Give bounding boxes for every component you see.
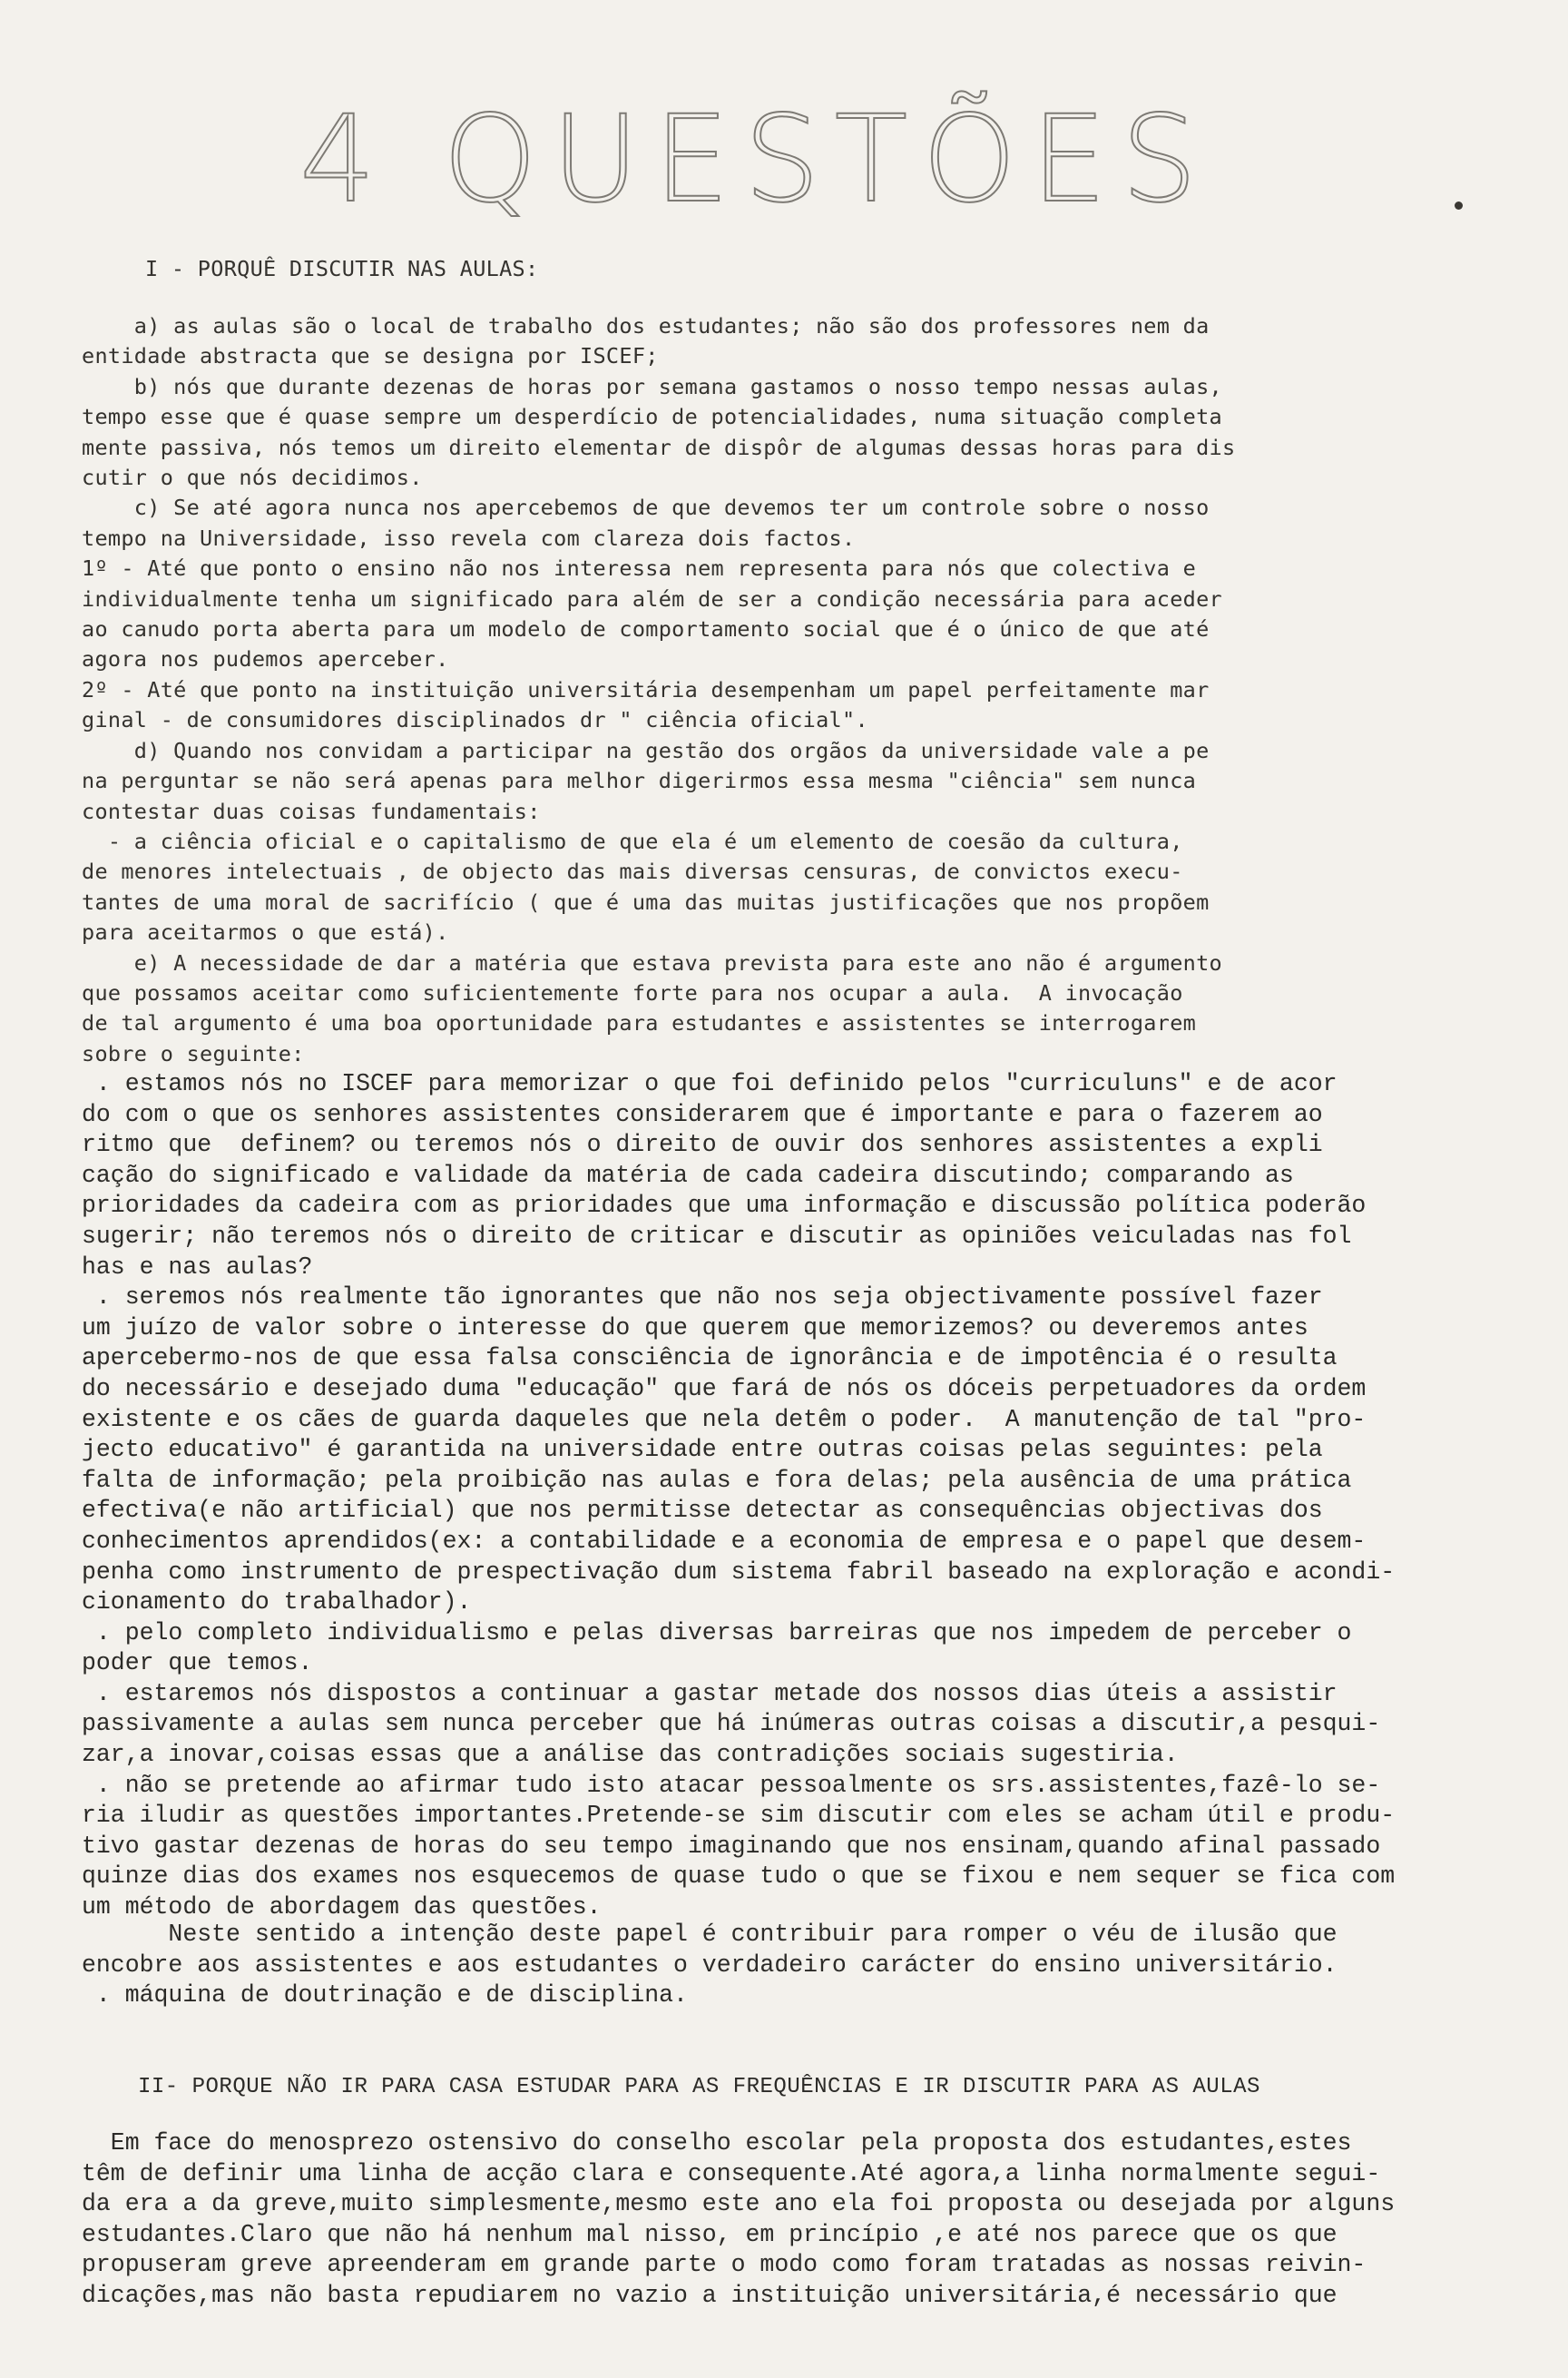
text-line: propuseram greve apreenderam em grande parte o modo como foram tratadas as nossas reivin-	[82, 2251, 1367, 2279]
text-line: c) Se até agora nunca nos apercebemos de que devemos ter um controle sobre o nosso	[82, 495, 1210, 521]
text-line: penha como instrumento de prespectivação dum sistema fabril baseado na exploração e acondi-	[82, 1557, 1396, 1586]
text-line: efectiva(e não artificial) que nos permitisse detectar as consequências objectivas dos	[82, 1497, 1323, 1525]
section-1-body	[82, 311, 1425, 1069]
text-line: um método de abordagem das questões.	[82, 1893, 602, 1921]
text-line: . estamos nós no ISCEF para memorizar o que foi definido pelos "curriculuns" e de acor	[82, 1070, 1338, 1097]
text-line: conhecimentos aprendidos(ex: a contabilidade e a economia de empresa e o papel que desem-	[82, 1527, 1367, 1555]
text-line: prioridades da cadeira com as prioridades que uma informação e discussão política poderão	[82, 1192, 1367, 1220]
text-line: entidade abstracta que se designa por ISCEF;	[82, 343, 659, 369]
text-line: do com o que os senhores assistentes considerarem que é importante e para o fazerem ao	[82, 1100, 1323, 1128]
text-line: tempo esse que é quase sempre um desperdício de potencialidades, numa situação completa	[82, 404, 1222, 430]
text-line: quinze dias dos exames nos esquecemos de quase tudo o que se fixou e nem sequer se fica com	[82, 1862, 1396, 1891]
section-1-heading	[82, 254, 1425, 284]
text-line: tivo gastar dezenas de horas do seu tempo imaginando que nos ensinam,quando afinal passado	[82, 1832, 1381, 1860]
text-line: que possamos aceitar como suficientemente forte para nos ocupar a aula. A invocação	[82, 979, 1183, 1006]
text-line: e) A necessidade de dar a matéria que estava prevista para este ano não é argumento	[82, 949, 1222, 976]
text-line: ritmo que definem? ou teremos nós o direito de ouvir dos senhores assistentes a expli	[82, 1131, 1323, 1159]
text-line: tempo na Universidade, isso revela com clareza dois factos.	[82, 525, 856, 551]
text-line: - a ciência oficial e o capitalismo de que ela é um elemento de coesão da cultura,	[82, 828, 1183, 854]
text-line: do necessário e desejado duma "educação" que fará de nós os dóceis perpetuadores da ordem	[82, 1374, 1367, 1402]
section-2-body	[82, 2128, 1425, 2312]
text-line: zar,a inovar,coisas essas que a análise das contradições sociais sugestiria.	[82, 1741, 1179, 1769]
text-line: cação do significado e validade da matéria de cada cadeira discutindo; comparando as	[82, 1161, 1294, 1189]
text-line: a) as aulas são o local de trabalho dos estudantes; não são dos professores nem da	[82, 313, 1210, 339]
text-line: . não se pretende ao afirmar tudo isto atacar pessoalmente os srs.assistentes,fazê-lo se-	[82, 1771, 1381, 1799]
text-line: poder que temos.	[82, 1649, 313, 1677]
text-line: existente e os cães de guarda daqueles que nela detêm o poder. A manutenção de tal "pro-	[82, 1405, 1367, 1433]
text-line: has e nas aulas?	[82, 1253, 313, 1281]
text-line: de tal argumento é uma boa oportunidade para estudantes e assistentes se interrogarem	[82, 1010, 1197, 1037]
text-line: ria iludir as questões importantes.Pretende-se sim discutir com eles se acham útil e produ-	[82, 1802, 1396, 1830]
text-line: . estaremos nós dispostos a continuar a gastar metade dos nossos dias úteis a assistir	[82, 1679, 1338, 1707]
section-1-typed-body	[82, 1069, 1425, 1923]
text-line: na perguntar se não será apenas para melhor digerirmos essa mesma "ciência" sem nunca	[82, 768, 1197, 794]
text-line: mente passiva, nós temos um direito elementar de dispôr de algumas dessas horas para dis	[82, 434, 1236, 460]
text-line: d) Quando nos convidam a participar na gestão dos orgãos da universidade vale a pe	[82, 737, 1210, 763]
text-line: encobre aos assistentes e aos estudantes o verdadeiro carácter do ensino universitário.	[82, 1951, 1338, 1979]
heading-text: I - PORQUÊ DISCUTIR NAS AULAS:	[145, 256, 539, 281]
text-line: dicações,mas não basta repudiarem no vazio a instituição universitária,é necessário que	[82, 2281, 1338, 2309]
text-line: da era a da greve,muito simplesmente,mesmo este ano ela foi proposta ou desejada por alguns	[82, 2190, 1396, 2218]
text-line: têm de definir uma linha de acção clara e consequente.Até agora,a linha normalmente segui-	[82, 2159, 1381, 2187]
text-line: cionamento do trabalhador).	[82, 1588, 472, 1616]
section-2-heading	[82, 2075, 1425, 2099]
text-line: Neste sentido a intenção deste papel é contribuir para romper o véu de ilusão que	[82, 1921, 1338, 1948]
text-line: individualmente tenha um significado para além de ser a condição necessária para aceder	[82, 585, 1222, 612]
text-line: estudantes.Claro que não há nenhum mal nisso, em princípio ,e até nos parece que os que	[82, 2220, 1338, 2248]
text-line: para aceitarmos o que está).	[82, 919, 449, 946]
text-line: de menores intelectuais , de objecto das mais diversas censuras, de convictos execu-	[82, 859, 1183, 885]
text-line: passivamente a aulas sem nunca perceber que há inúmeras outras coisas a discutir,a pesqui-	[82, 1710, 1381, 1738]
text-line: cutir o que nós decidimos.	[82, 465, 423, 491]
text-line: jecto educativo" é garantida na universidade entre outras coisas pelas seguintes: pela	[82, 1436, 1323, 1464]
section-1-closing	[82, 1920, 1425, 2011]
text-line: um juízo de valor sobre o interesse do que querem que memorizemos? ou deveremos antes	[82, 1313, 1308, 1341]
text-line: ao canudo porta aberta para um modelo de comportamento social que é o único de que até	[82, 616, 1210, 643]
ink-dot	[1455, 201, 1463, 210]
text-line: b) nós que durante dezenas de horas por semana gastamos o nosso tempo nessas aulas,	[82, 373, 1222, 399]
text-line: sobre o seguinte:	[82, 1040, 305, 1066]
text-line: Em face do menosprezo ostensivo do conselho escolar pela proposta dos estudantes,estes	[82, 2129, 1352, 2157]
page-title: 4 QUESTÕES	[299, 90, 1212, 230]
text-line: . máquina de doutrinação e de disciplina.	[82, 1981, 688, 2010]
text-line: contestar duas coisas fundamentais:	[82, 798, 541, 824]
heading-text: II- PORQUE NÃO IR PARA CASA ESTUDAR PARA AS FREQUÊNCIAS E IR DISCUTIR PARA AS AULAS	[138, 2075, 1260, 2099]
text-line: tantes de uma moral de sacrifício ( que é uma das muitas justificações que nos propõem	[82, 889, 1210, 915]
text-line: agora nos pudemos aperceber.	[82, 646, 449, 673]
text-line: . pelo completo individualismo e pelas diversas barreiras que nos impedem de perceber o	[82, 1618, 1352, 1646]
text-line: . seremos nós realmente tão ignorantes que não nos seja objectivamente possível fazer	[82, 1283, 1323, 1312]
text-line: ginal - de consumidores disciplinados dr " ciência oficial".	[82, 707, 868, 733]
text-line: 1º - Até que ponto o ensino não nos interessa nem representa para nós que colectiva e	[82, 555, 1197, 582]
text-line: 2º - Até que ponto na instituição universitária desempenham um papel perfeitamente mar	[82, 676, 1210, 703]
text-line: falta de informação; pela proibição nas aulas e fora delas; pela ausência de uma prática	[82, 1466, 1352, 1494]
text-line: apercebermo-nos de que essa falsa consciência de ignorância e de impotência é o resulta	[82, 1344, 1338, 1372]
text-line: sugerir; não teremos nós o direito de criticar e discutir as opiniões veiculadas nas fol	[82, 1222, 1352, 1250]
